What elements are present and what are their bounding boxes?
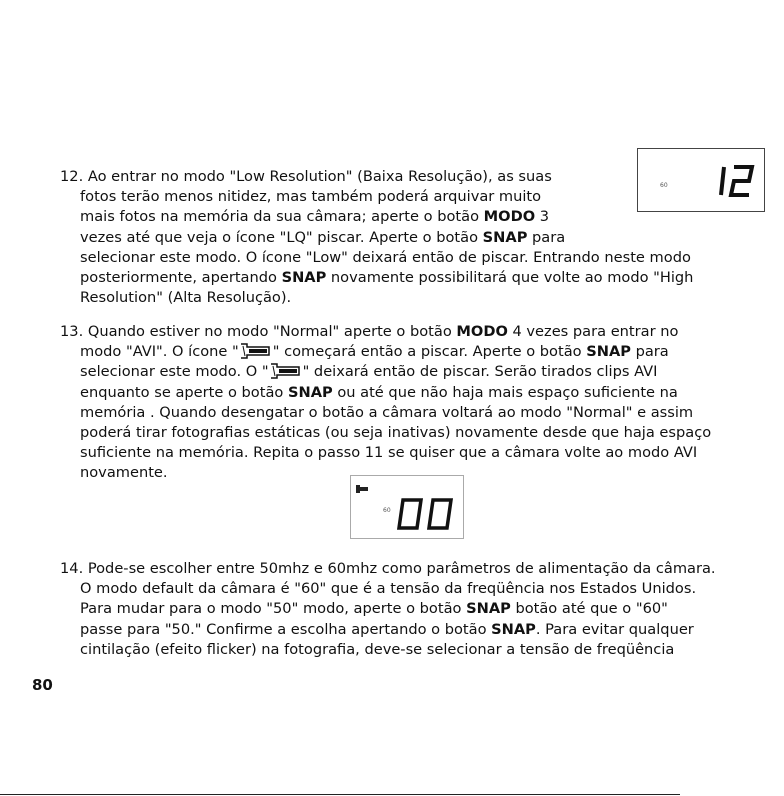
p14-line-2: O modo default da câmara é "60" que é a tensão da freqüência nos Estados Unidos. bbox=[80, 580, 697, 598]
avi-camera-icon bbox=[355, 484, 369, 494]
p13-line-3: selecionar este modo. O " " deixará então de piscar. Serão tirados clips AVI bbox=[80, 363, 658, 381]
p13-line-5: memória . Quando desengatar o botão a câmara voltará ao modo "Normal" e assim bbox=[80, 403, 694, 421]
p12-line-2: fotos terão menos nitidez, mas também poderá arquivar muito bbox=[80, 188, 542, 206]
avi-camera-icon bbox=[239, 342, 273, 360]
paragraph-13 bbox=[60, 322, 760, 484]
lcd-display-00 bbox=[350, 475, 464, 539]
avi-camera-icon bbox=[269, 362, 303, 380]
paragraph-14 bbox=[60, 559, 760, 660]
p12-line-7: Resolution" (Alta Resolução). bbox=[80, 289, 292, 307]
lcd00-small-label: 60 bbox=[383, 507, 391, 514]
p12-line-6: posteriormente, apertando SNAP novamente possibilitará que volte ao modo "High bbox=[80, 269, 694, 287]
lcd00-digits bbox=[397, 498, 455, 530]
p13-line-4: enquanto se aperte o botão SNAP ou até que não haja mais espaço suficiente na bbox=[80, 383, 678, 401]
p14-line-5: cintilação (efeito flicker) na fotografia, deve-se selecionar a tensão de freqüência bbox=[80, 640, 675, 658]
p12-line-4: vezes até que veja o ícone "LQ" piscar. Aperte o botão SNAP para bbox=[80, 228, 566, 246]
page-number: 80 bbox=[32, 676, 53, 694]
p12-line-1: 12. Ao entrar no modo "Low Resolution" (Baixa Resolução), as suas bbox=[60, 168, 552, 185]
p13-line-2: modo "AVI". O ícone " " começará então a piscar. Aperte o botão SNAP para bbox=[80, 343, 669, 361]
lcd-display-12 bbox=[637, 148, 765, 212]
p12-line-3: mais fotos na memória da sua câmara; aperte o botão MODO 3 bbox=[80, 208, 550, 226]
p13-line-1: 13. Quando estiver no modo "Normal" aperte o botão MODO 4 vezes para entrar no bbox=[60, 323, 679, 340]
p13-line-6: poderá tirar fotografias estáticas (ou seja inativas) novamente desde que haja espaço bbox=[80, 424, 712, 442]
p13-line-7: suficiente na memória. Repita o passo 11 se quiser que a câmara volte ao modo AVI bbox=[80, 444, 698, 462]
bottom-rule bbox=[0, 794, 680, 795]
p12-line-5: selecionar este modo. O ícone "Low" deixará então de piscar. Entrando neste modo bbox=[80, 248, 691, 266]
p14-line-1: 14. Pode-se escolher entre 50mhz e 60mhz como parâmetros de alimentação da câmara. bbox=[60, 560, 716, 577]
p14-line-3: Para mudar para o modo "50" modo, aperte o botão SNAP botão até que o "60" bbox=[80, 600, 668, 618]
p13-line-8: novamente. bbox=[80, 464, 168, 482]
lcd12-digits bbox=[716, 163, 758, 199]
p14-line-4: passe para "50." Confirme a escolha apertando o botão SNAP. Para evitar qualquer bbox=[80, 620, 694, 638]
lcd12-small-label: 60 bbox=[660, 182, 668, 189]
